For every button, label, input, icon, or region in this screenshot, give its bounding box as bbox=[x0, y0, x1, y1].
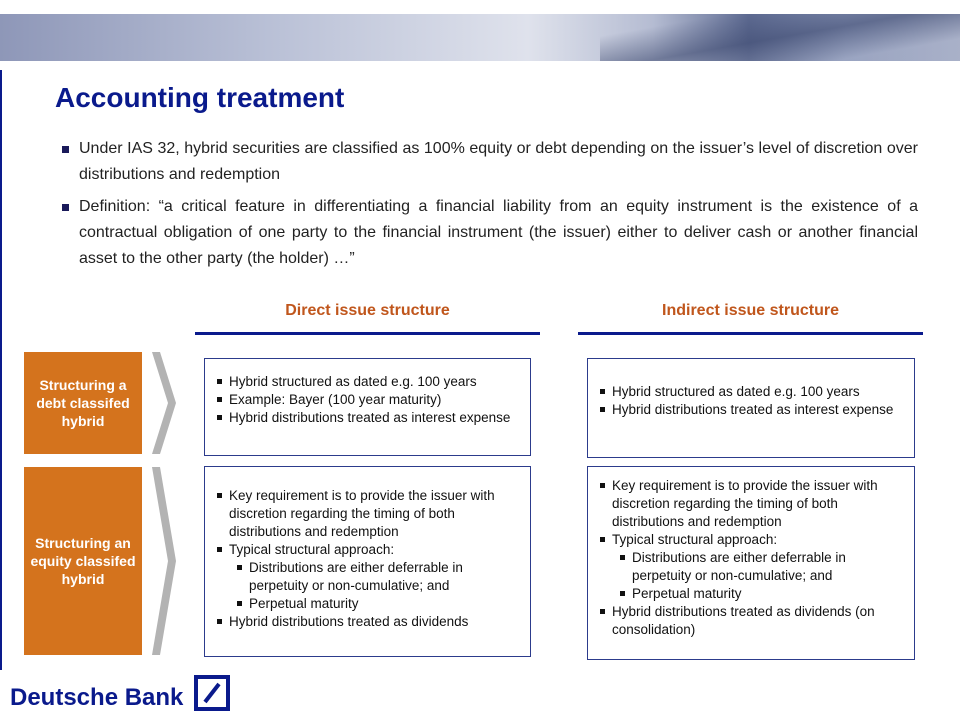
sub-list-item: Distributions are either deferrable in perpetuity or non-cumulative; and bbox=[618, 549, 904, 585]
page-title: Accounting treatment bbox=[55, 82, 345, 113]
left-rule bbox=[0, 70, 2, 670]
brand-name: Deutsche Bank bbox=[10, 684, 184, 711]
debt-direct-box bbox=[204, 358, 531, 456]
list-item: Hybrid distributions treated as dividends (on consolidation) bbox=[598, 603, 904, 639]
intro-bullet-text: Definition: “a critical feature in differentiating a financial liability from an equity instrument is the existence of a contractual obligation of one party to the financial instrument (the issuer) either to deliver cash or another financial asset to the other party (the holder) …” bbox=[79, 198, 918, 267]
list-item: Key requirement is to provide the issuer with discretion regarding the timing of both distributions and redemption bbox=[598, 477, 904, 531]
banner-image bbox=[600, 14, 960, 61]
intro-bullet-text: Under IAS 32, hybrid securities are classified as 100% equity or debt depending on the issuer’s level of discretion over distributions and redemption bbox=[79, 140, 918, 183]
chevron-right-icon bbox=[152, 352, 176, 454]
row-label-debt: Structuring a debt classifed hybrid bbox=[24, 352, 142, 454]
list-item: Hybrid structured as dated e.g. 100 years bbox=[215, 373, 520, 391]
list-item: Typical structural approach: bbox=[215, 541, 520, 559]
equity-direct-box bbox=[204, 466, 531, 657]
list-item: Hybrid distributions treated as dividends bbox=[215, 613, 520, 631]
deutsche-bank-logo-icon bbox=[194, 675, 230, 711]
direct-column-heading: Direct issue structure bbox=[285, 302, 450, 319]
list-item: Example: Bayer (100 year maturity) bbox=[215, 391, 520, 409]
row-label-equity: Structuring an equity classifed hybrid bbox=[24, 467, 142, 655]
chevron-right-icon bbox=[152, 467, 176, 655]
header-banner bbox=[0, 14, 960, 61]
indirect-column-rule bbox=[578, 332, 923, 335]
list-item: Hybrid distributions treated as interest expense bbox=[215, 409, 520, 427]
list-item: Typical structural approach: bbox=[598, 531, 904, 549]
sub-list-item: Distributions are either deferrable in perpetuity or non-cumulative; and bbox=[235, 559, 520, 595]
list-item: Hybrid structured as dated e.g. 100 years bbox=[598, 383, 904, 401]
square-bullet-icon bbox=[62, 204, 69, 211]
list-item: Hybrid distributions treated as interest expense bbox=[598, 401, 904, 419]
intro-bullet bbox=[62, 194, 918, 272]
debt-indirect-box bbox=[587, 358, 915, 458]
sub-list-item: Perpetual maturity bbox=[618, 585, 904, 603]
square-bullet-icon bbox=[62, 146, 69, 153]
list-item: Key requirement is to provide the issuer with discretion regarding the timing of both distributions and redemption bbox=[215, 487, 520, 541]
direct-column-rule bbox=[195, 332, 540, 335]
intro-bullets bbox=[62, 136, 918, 278]
equity-indirect-box bbox=[587, 466, 915, 660]
sub-list-item: Perpetual maturity bbox=[235, 595, 520, 613]
indirect-column-heading: Indirect issue structure bbox=[662, 302, 839, 319]
intro-bullet bbox=[62, 136, 918, 188]
